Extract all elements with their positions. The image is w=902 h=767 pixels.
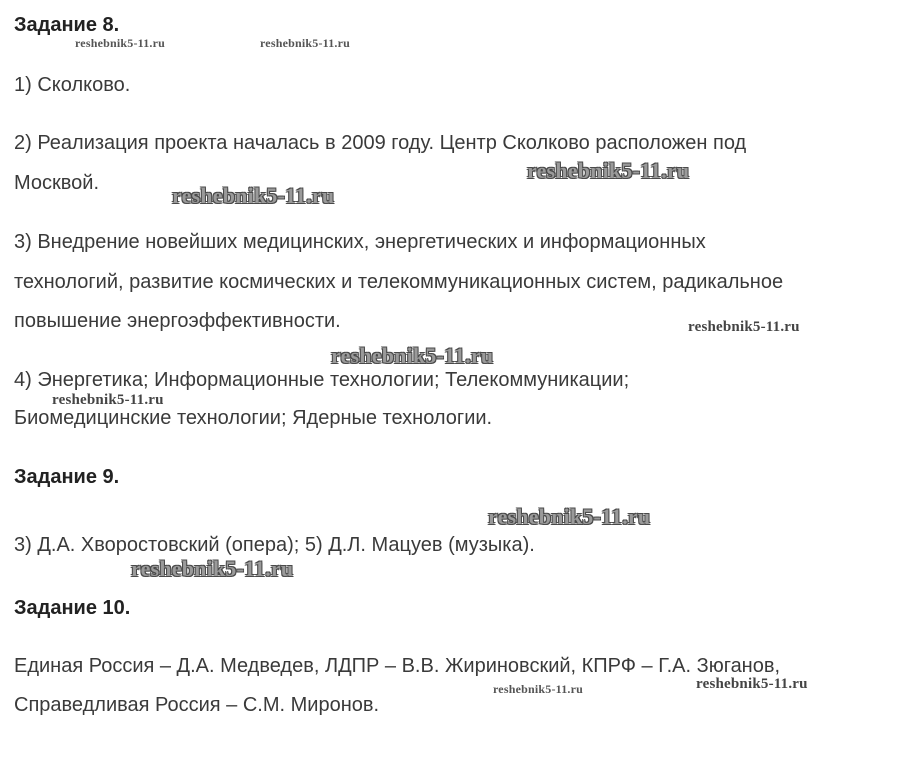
task-8-answer-2-line-1: 2) Реализация проекта началась в 2009 году. Центр Сколково расположен под (14, 132, 747, 154)
watermark: reshebnik5-11.ru (696, 676, 808, 692)
task-8-answer-3-line-3: повышение энергоэффективности. (14, 310, 341, 332)
task-9-heading: Задание 9. (14, 466, 120, 488)
task-8-answer-2-line-2: Москвой. (14, 172, 100, 194)
watermark: reshebnik5-11.ru (131, 556, 294, 581)
watermark: reshebnik5-11.ru (488, 504, 651, 529)
task-8-answer-4-line-1: 4) Энергетика; Информационные технологии; Телекоммуникации; (14, 369, 630, 391)
task-9-answer: 3) Д.А. Хворостовский (опера); 5) Д.Л. Мацуев (музыка). (14, 534, 535, 556)
watermark: reshebnik5-11.ru (688, 319, 800, 335)
task-8-answer-4-line-2: Биомедицинские технологии; Ядерные технологии. (14, 407, 493, 429)
task-10-line-1: Единая Россия – Д.А. Медведев, ЛДПР – В.В. Жириновский, КПРФ – Г.А. Зюганов, (14, 655, 781, 677)
watermark: reshebnik5-11.ru (527, 158, 690, 183)
task-10-heading: Задание 10. (14, 597, 131, 619)
task-10-line-2: Справедливая Россия – С.М. Миронов. (14, 694, 380, 716)
watermark: reshebnik5-11.ru (172, 183, 335, 208)
task-8-answer-3-line-1: 3) Внедрение новейших медицинских, энергетических и информационных (14, 231, 706, 253)
watermark: reshebnik5-11.ru (75, 36, 165, 50)
task-8-answer-1: 1) Сколково. (14, 74, 131, 96)
task-8-answer-3-line-2: технологий, развитие космических и телекоммуникационных систем, радикальное (14, 271, 784, 293)
watermark: reshebnik5-11.ru (493, 682, 583, 696)
task-8-heading: Задание 8. (14, 14, 120, 36)
watermark: reshebnik5-11.ru (331, 343, 494, 368)
watermark: reshebnik5-11.ru (260, 36, 350, 50)
watermark: reshebnik5-11.ru (52, 392, 164, 408)
